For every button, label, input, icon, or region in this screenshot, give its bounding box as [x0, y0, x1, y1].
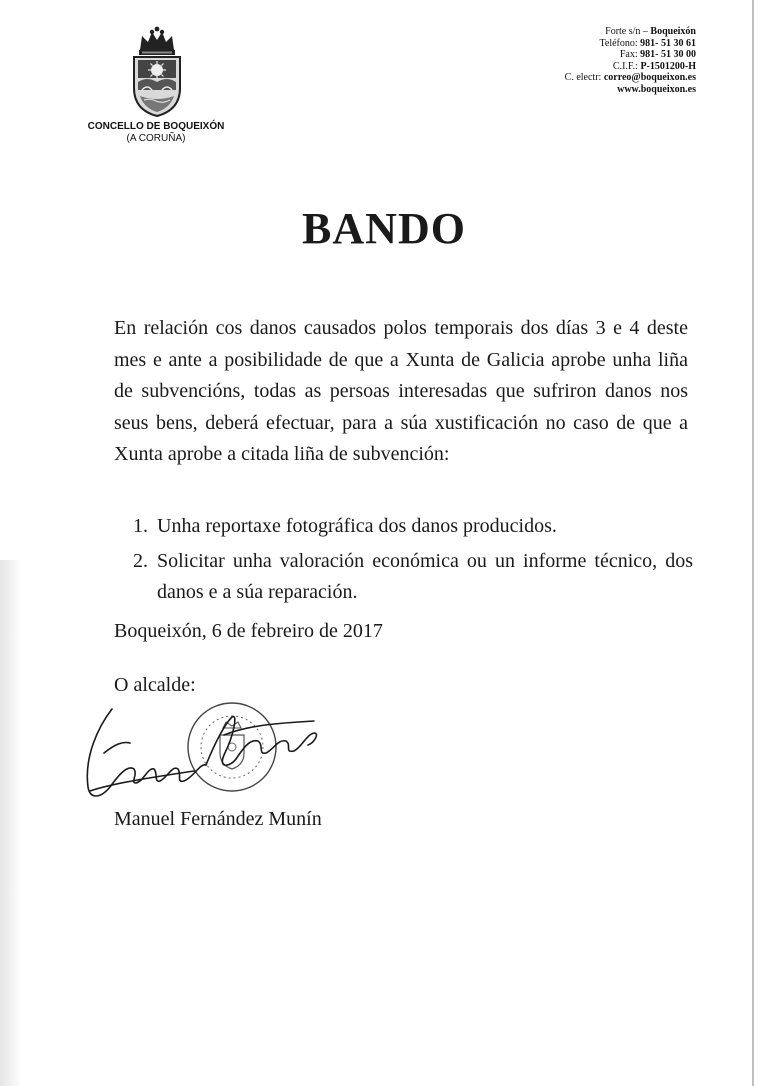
contact-fax	[436, 49, 696, 61]
document-title: BANDO	[302, 204, 466, 253]
contact-email-value: correo@boqueixon.es	[603, 72, 696, 83]
contact-cif-label: C.I.F.:	[612, 60, 641, 72]
municipality-name: CONCELLO DE BOQUEIXÓN	[87, 121, 225, 132]
municipality-province: (A CORUÑA)	[126, 133, 186, 144]
contact-phone-value: 981- 51 30 61	[640, 37, 696, 49]
list-item	[133, 546, 693, 608]
contact-cif-value: P-1501200-H	[640, 60, 696, 72]
municipal-crest-icon	[128, 26, 186, 118]
contact-address-label: Forte s/n –	[605, 26, 651, 37]
contact-email	[436, 72, 696, 84]
contact-website	[436, 84, 696, 96]
contact-fax-value: 981- 51 30 00	[640, 49, 696, 60]
contact-website-value: www.boqueixon.es	[617, 83, 696, 95]
place-date: Boqueixón, 6 de febreiro de 2017	[114, 620, 383, 642]
municipality-block	[60, 121, 252, 145]
signature-with-seal	[74, 695, 354, 813]
scan-shadow-left	[0, 560, 22, 1086]
list-item-number: 2.	[133, 550, 148, 572]
list-item-number: 1.	[133, 515, 148, 537]
contact-phone	[436, 38, 696, 50]
signer-role: O alcalde:	[114, 674, 196, 696]
contact-address-value: Boqueixón	[650, 26, 696, 37]
contact-fax-label: Fax:	[619, 49, 641, 60]
list-item-text: Solicitar unha valoración económica ou un informe técnico, dos danos e a súa reparación.	[157, 550, 693, 603]
intro-paragraph: En relación cos danos causados polos temporais dos días 3 e 4 deste mes e ante a posibilidade de que a Xunta de Galicia aprobe unha liña de subvencións, todas as persoas interesadas que sufriron danos nos seus bens, deberá efectuar, para a súa xustificación no caso de que a Xunta aprobe a citada liña de subvención:	[114, 317, 688, 465]
list-item	[133, 511, 693, 542]
list-item-text: Unha reportaxe fotográfica dos danos producidos.	[157, 515, 557, 537]
contact-email-label: C. electr:	[564, 72, 604, 83]
contact-phone-label: Teléfono:	[599, 37, 641, 49]
contact-cif	[436, 61, 696, 73]
contact-address	[436, 26, 696, 38]
contact-block	[436, 26, 696, 95]
signer-name: Manuel Fernández Munín	[114, 808, 322, 830]
scan-edge-right	[752, 0, 754, 1086]
requirements-list	[133, 511, 693, 612]
